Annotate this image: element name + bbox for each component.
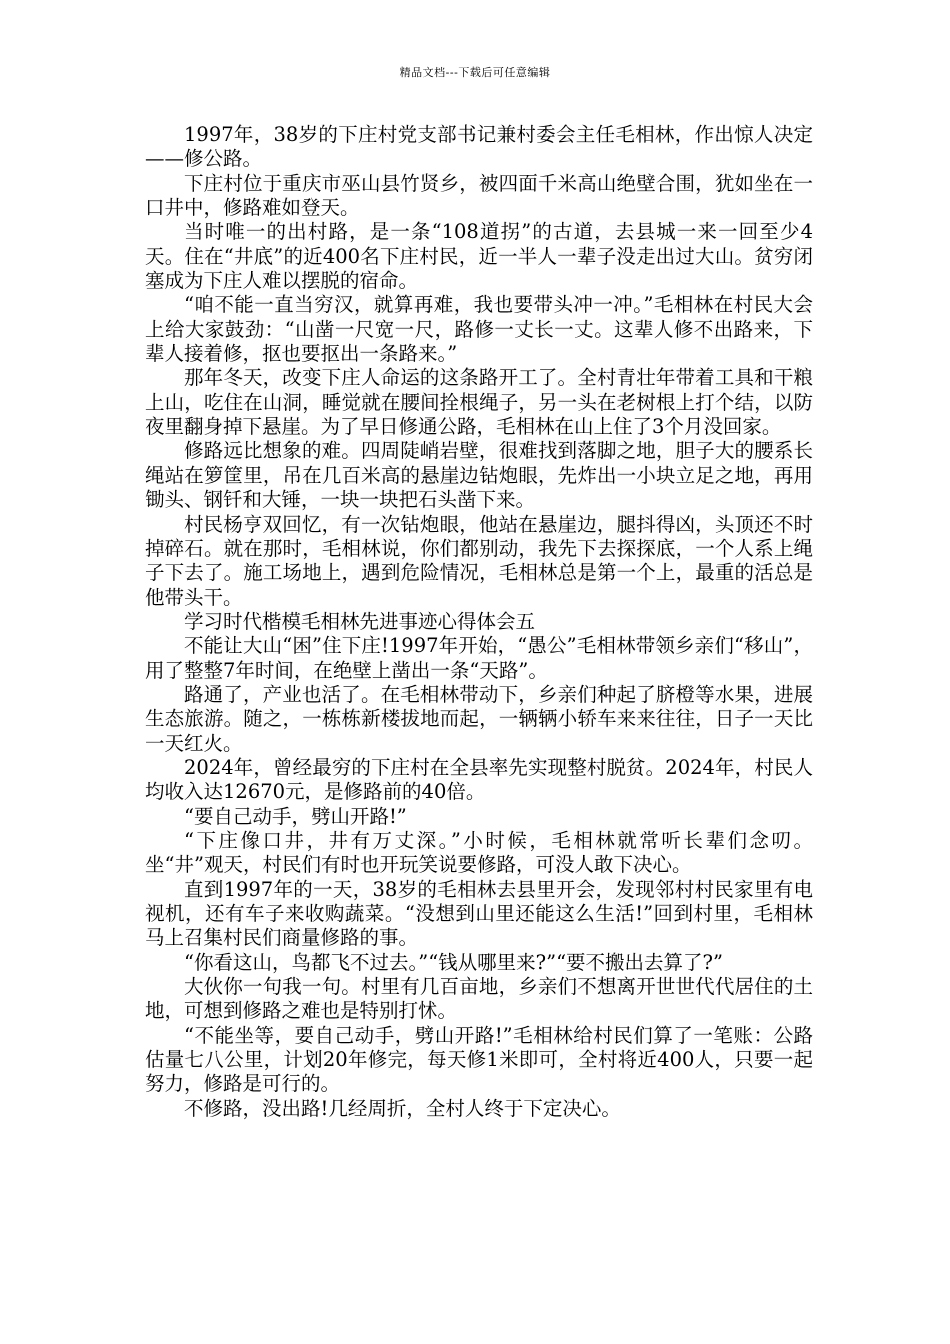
paragraph: 直到1997年的一天，38岁的毛相林去县里开会，发现邻村村民家里有电视机，还有车子来收购蔬菜。“没想到山里还能这么生活!”回到村里，毛相林马上召集村民们商量修路的事。 (145, 877, 813, 950)
subheading: “要自己动手，劈山开路!” (184, 804, 407, 828)
paragraph: 不能让大山“困”住下庄!1997年开始，“愚公”毛相林带领乡亲们“移山”，用了整整7年时间，在绝壁上凿出一条“天路”。 (145, 634, 813, 682)
paragraph: 路通了，产业也活了。在毛相林带动下，乡亲们种起了脐橙等水果，进展生态旅游。随之，一栋栋新楼拔地而起，一辆辆小轿车来来往往，日子一天比一天红火。 (145, 682, 813, 755)
paragraph: “下庄像口井，井有万丈深。”小时候，毛相林就常听长辈们念叨。坐“井”观天，村民们有时也开玩笑说要修路，可没人敢下决心。 (145, 828, 813, 877)
paragraph: 那年冬天，改变下庄人命运的这条路开工了。全村青壮年带着工具和干粮上山，吃住在山洞，睡觉就在腰间拴根绳子，另一头在老树根上打个结，以防夜里翻身掉下悬崖。为了早日修通公路，毛相林在山上住了3个月没回家。 (145, 366, 813, 439)
paragraph: 不修路，没出路!几经周折，全村人终于下定决心。 (184, 1096, 621, 1120)
paragraph: 下庄村位于重庆市巫山县竹贤乡，被四面千米高山绝壁合围，犹如坐在一口井中，修路难如登天。 (145, 171, 813, 220)
paragraph: 大伙你一句我一句。村里有几百亩地，乡亲们不想离开世世代代居住的土地，可想到修路之难也是特别打怵。 (145, 975, 813, 1023)
page-header: 精品文档---下载后可任意编辑 (399, 66, 551, 79)
paragraph: 1997年，38岁的下庄村党支部书记兼村委会主任毛相林，作出惊人决定——修公路。 (145, 123, 813, 171)
paragraph: 修路远比想象的难。四周陡峭岩壁，很难找到落脚之地，胆子大的腰系长绳站在箩筐里，吊在几百米高的悬崖边钻炮眼，先炸出一小块立足之地，再用锄头、钢钎和大锤，一块一块把石头凿下来。 (145, 439, 813, 512)
section-title: 学习时代楷模毛相林先进事迹心得体会五 (184, 609, 536, 633)
paragraph: “你看这山，鸟都飞不过去。”“钱从哪里来?”“要不搬出去算了?” (184, 950, 723, 974)
paragraph: 当时唯一的出村路，是一条“108道拐”的古道，去县城一来一回至少4天。住在“井底”的近400名下庄村民，近一半人一辈子没走出过大山。贫穷闭塞成为下庄人难以摆脱的宿命。 (145, 220, 813, 293)
paragraph: “咱不能一直当穷汉，就算再难，我也要带头冲一冲。”毛相林在村民大会上给大家鼓劲：“山凿一尺宽一尺，路修一丈长一丈。这辈人修不出路来，下辈人接着修，抠也要抠出一条路来。” (145, 293, 813, 366)
article-body (145, 123, 813, 1121)
paragraph: 村民杨亨双回忆，有一次钻炮眼，他站在悬崖边，腿抖得凶，头顶还不时掉碎石。就在那时，毛相林说，你们都别动，我先下去探探底，一个人系上绳子下去了。施工场地上，遇到危险情况，毛相林总是第一个上，最重的活总是他带头干。 (145, 512, 813, 609)
paragraph: “不能坐等，要自己动手，劈山开路!”毛相林给村民们算了一笔账：公路估量七八公里，计划20年修完，每天修1米即可，全村将近400人，只要一起努力，修路是可行的。 (145, 1023, 813, 1096)
paragraph: 2024年，曾经最穷的下庄村在全县率先实现整村脱贫。2024年，村民人均收入达12670元，是修路前的40倍。 (145, 755, 813, 804)
